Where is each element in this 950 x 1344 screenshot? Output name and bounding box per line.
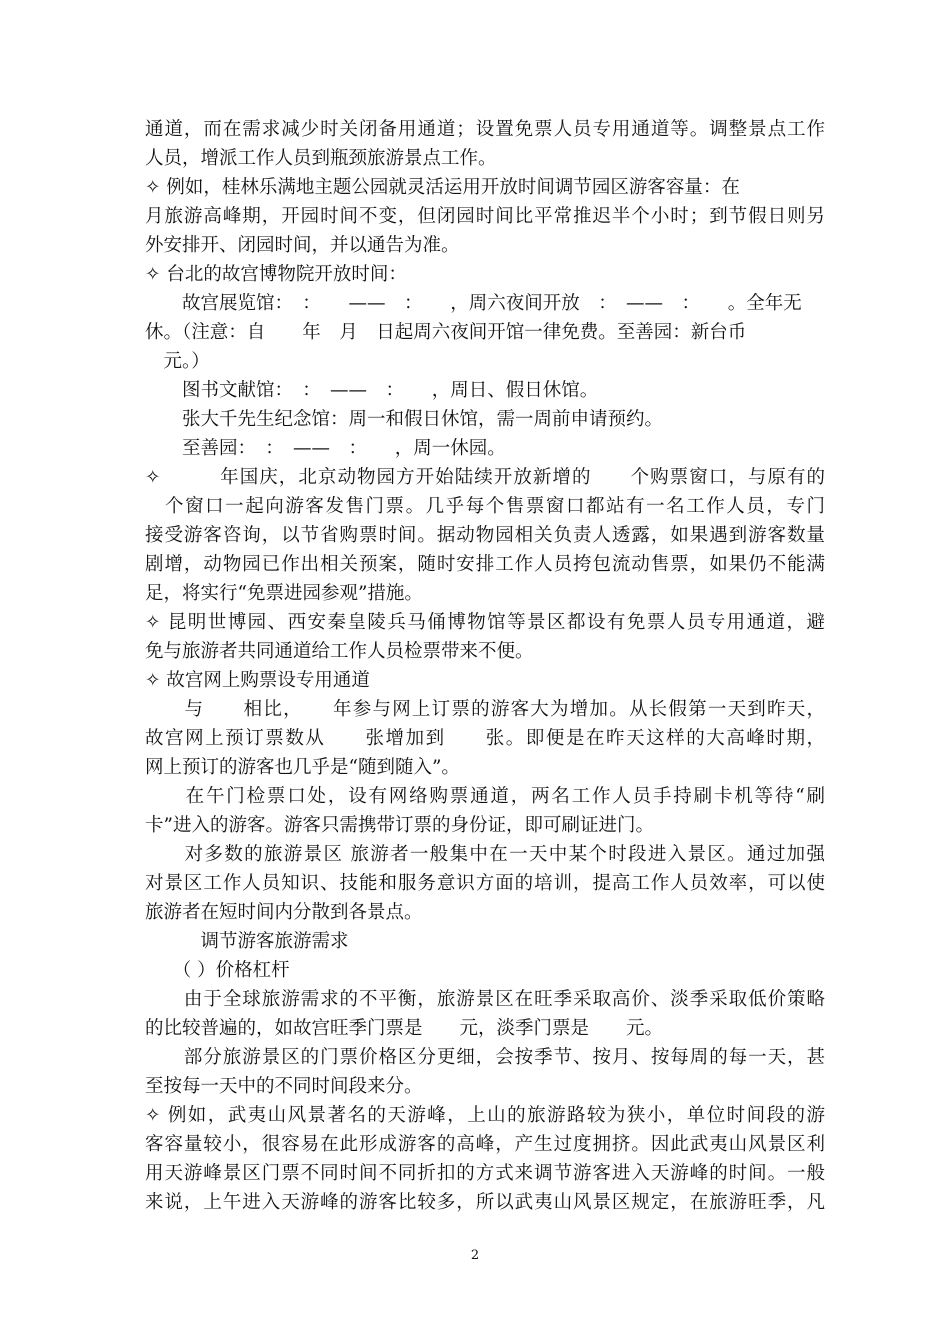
- text-line: 旅游者在短时间内分散到各景点。: [145, 902, 423, 923]
- text-line: 在午门检票口处，设有网络购票通道，两名工作人员手持刷卡机等待“刷: [145, 786, 825, 807]
- text-line: 元。）: [145, 351, 210, 372]
- page-number: 2: [470, 1248, 480, 1263]
- text-line: ✧ 台北的故宫博物院开放时间：: [145, 264, 407, 285]
- text-line: 卡”进入的游客。游客只需携带订票的身份证，即可刷证进门。: [145, 815, 654, 836]
- text-line: 剧增，动物园已作出相关预案，随时安排工作人员挎包流动售票，如果仍不能满: [145, 554, 825, 575]
- text-line: 接受游客咨询，以节省购票时间。据动物园相关负责人透露，如果遇到游客数量: [145, 525, 825, 546]
- text-line: 部分旅游景区的门票价格区分更细，会按季节、按月、按每周的每一天，甚: [145, 1047, 825, 1068]
- text-line: 外安排开、闭园时间，并以通告为准。: [145, 235, 460, 256]
- text-line: 图书文献馆： ： —— ： ，周日、假日休馆。: [145, 380, 599, 401]
- text-line: 用天游峰景区门票不同时间不同折扣的方式来调节游客进入天游峰的时间。一般: [145, 1163, 825, 1184]
- text-line: 免与旅游者共同通道给工作人员检票带来不便。: [145, 641, 534, 662]
- subsection-heading: （ ）价格杠杆: [145, 960, 290, 981]
- text-line: 由于全球旅游需求的不平衡，旅游景区在旺季采取高价、淡季采取低价策略: [145, 989, 825, 1010]
- text-line: 人员，增派工作人员到瓶颈旅游景点工作。: [145, 148, 497, 169]
- text-line: ✧ 例如，桂林乐满地主题公园就灵活运用开放时间调节园区游客容量：在: [145, 177, 740, 198]
- text-line: 来说，上午进入天游峰的游客比较多，所以武夷山风景区规定，在旅游旺季，凡: [145, 1192, 825, 1213]
- text-line: ✧ 例如，武夷山风景著名的天游峰，上山的旅游路较为狭小，单位时间段的游: [145, 1105, 825, 1126]
- text-line: 网上预订的游客也几乎是“随到随入”。: [145, 757, 460, 778]
- text-line: 对多数的旅游景区 旅游者一般集中在一天中某个时段进入景区。通过加强: [145, 844, 825, 865]
- text-line: 足，将实行“免票进园参观”措施。: [145, 583, 423, 604]
- text-line: 故宫网上预订票数从 张增加到 张。即便是在昨天这样的大高峰时期，: [145, 728, 825, 749]
- text-line: 休。（注意：自 年 月 日起周六夜间开馆一律免费。至善园：新台币: [145, 322, 747, 343]
- section-heading: 调节游客旅游需求: [145, 931, 349, 952]
- text-line: ✧ 年国庆，北京动物园方开始陆续开放新增的 个购票窗口，与原有的: [145, 467, 825, 488]
- text-line: 张大千先生纪念馆：周一和假日休馆，需一周前申请预约。: [145, 409, 664, 430]
- text-line: 个窗口一起向游客发售门票。几乎每个售票窗口都站有一名工作人员，专门: [145, 496, 825, 517]
- text-line: 至按每一天中的不同时间段来分。: [145, 1076, 423, 1097]
- text-line: 与 相比， 年参与网上订票的游客大为增加。从长假第一天到昨天，: [145, 699, 825, 720]
- text-line: 故宫展览馆： ： —— ： ，周六夜间开放 ： —— ： 。全年无: [145, 293, 802, 314]
- text-line: ✧ 故宫网上购票设专用通道: [145, 670, 370, 691]
- text-line: 至善园： ： —— ： ，周一休园。: [145, 438, 506, 459]
- text-line: 对景区工作人员知识、技能和服务意识方面的培训，提高工作人员效率，可以使: [145, 873, 825, 894]
- text-line: 月旅游高峰期，开园时间不变，但闭园时间比平常推迟半个小时；到节假日则另: [145, 206, 825, 227]
- text-line: ✧ 昆明世博园、西安秦皇陵兵马俑博物馆等景区都设有免票人员专用通道，避: [145, 612, 825, 633]
- text-line: 客容量较小，很容易在此形成游客的高峰，产生过度拥挤。因此武夷山风景区利: [145, 1134, 825, 1155]
- text-line: 的比较普遍的，如故宫旺季门票是 元，淡季门票是 元。: [145, 1018, 664, 1039]
- text-line: 通道，而在需求减少时关闭备用通道；设置免票人员专用通道等。调整景点工作: [145, 119, 825, 140]
